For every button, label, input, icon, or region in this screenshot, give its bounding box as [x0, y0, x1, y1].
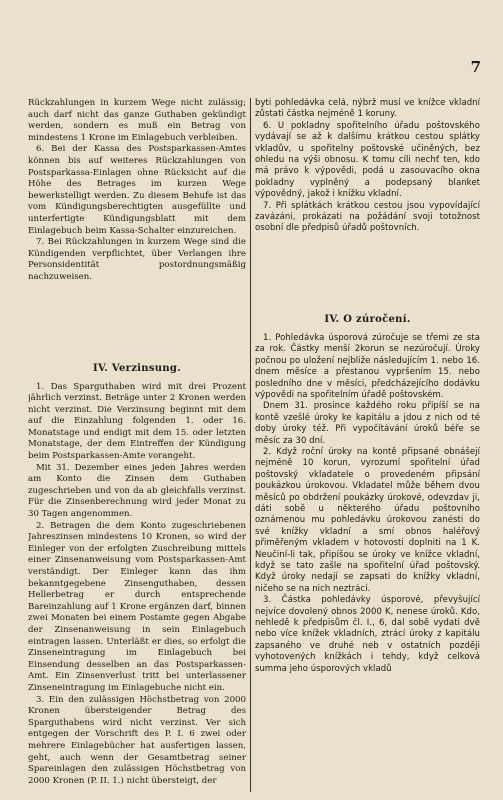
right-paragraph: 2. Když roční úroky na kontě připsané obnášejí nejméně 10 korun, vyrozumí spořitelní úřad poštovský vkladatele o provedeném připsání poukázkou úrokovou. Vkladatel může během dvou měsíců po obdržení poukázky úrokové, odevzdav ji, dáti sobě u některého úřadu poštovního oznámenou mu pohledávku úrokovou zanésti do své knížky vkladní a smí obnos haléřový přiměřeným vkladem v hotovosti doplniti na 1 K. Neučiní-li tak, připíšou se úroky ve knížce vkladní, když se tato zašle na spořitelní úřad poštovský. Když úroky nedají se zapsati do knížky vkladní, ničeho se na nich neztrácí.: [255, 446, 480, 594]
left-paragraph: 1. Das Sparguthaben wird mit drei Prozent jährlich verzinst. Beträge unter 2 Kronen werden nicht verzinst. Die Verzinsung beginnt mit dem auf die Einzahlung folgenden 1. oder 16. Monatstage und endigt mit dem 15. oder letzten Monatstage, der dem Eintreffen der Kündigung beim Postsparkassen-Amte vorangeht.: [28, 381, 246, 462]
left-paragraph: 7. Bei Rückzahlungen in kurzem Wege sind die Kündigenden verpflichtet, über Verlangen ihre Personsidentität postordnungsmäßig nachzuweisen.: [28, 237, 246, 282]
left-paragraph: Mit 31. Dezember eines jeden Jahres werden am Konto die Zinsen dem Guthaben zugeschrieben und von da ab gleichfalls verzinst. Für die Zinsenberechnung wird jeder Monat zu 30 Tagen angenommen.: [28, 462, 246, 520]
left-paragraph: Rückzahlungen in kurzem Wege nicht zulässig; auch darf nicht das ganze Guthaben gekündigt werden, sondern es muß ein Betrag von mindestens 1 Krone im Einlagebuch verbleiben.: [28, 98, 246, 143]
right-column: [255, 98, 480, 794]
right-paragraph: byti pohledávka celá, nýbrž musí ve knížce vkladní zůstati částka nejméně 1 koruny.: [255, 98, 480, 120]
left-paragraph: 2. Betragen die dem Konto zugeschriebenen Jahreszinsen mindestens 10 Kronen, so wird der Einleger von der erfolgten Zuschreibung mittels einer Zinsenanweisung vom Postsparkassen-Amt verständigt. Der Einleger kann das ihm bekanntgegebene Zinsenguthaben, dessen Hellerbetrag er durch entsprechende Bareinzahlung auf 1 Krone ergänzen darf, binnen zwei Monaten bei einem Postamte gegen Abgabe der Zinsenanweisung in sein Einlagebuch eintragen lassen. Unterläßt er dies, so erfolgt die Zinseneintragung im Einlagebuch bei Einsendung desselben an das Postsparkassen-Amt. Ein Zinsenverlust tritt bei unterlassener Zinseneintragung im Einlagebuche nicht ein.: [28, 520, 246, 693]
right-section-heading: IV. O zúročení.: [324, 313, 411, 325]
column-divider: [250, 98, 251, 792]
right-paragraph: 3. Částka pohledávky úsporové, převyšující nejvíce dovolený obnos 2000 K, nenese úroků. Kdo, nehledě k předpisům čl. I., 6, dal sobě vydati dvě nebo více knížek vkladních, ztrácí úroky z kapitálu zapsaného ve druhé neb v ostatních později vyhotovených knížkách i tehdy, když celková summa jeho úsporových vkladů: [255, 595, 480, 674]
right-paragraph: 6. U pokladny spořitelního úřadu poštovského vydávají se až k dalšímu krátkou cestou splátky vkladův, u spořitelny poštovské učiněných, bez ohledu na výši obnosu. K tomu cíli nechť ten, kdo má právo k výpovědi, podá u zasouvacího okna pokladny vyplněný a podepsaný blanket výpovědný, jakož i knížku vkladní.: [255, 120, 480, 200]
right-paragraph: Dnem 31. prosince každého roku připíší se na kontě vzešlé úroky ke kapitálu a jdou z nich od té doby úroky též. Při vypočítávání úroků béře se měsíc za 30 dní.: [255, 401, 480, 446]
right-paragraph: 1. Pohledávka úsporová zúročuje se třemi ze sta za rok. Částky menší 2korun se nezúročují. Úroky počnou po uložení nejbliže následujícím 1. nebo 16. dnem měsíce a přestanou vypršením 15. nebo posledního dne v měsíci, předcházejícího dodávku výpovědi na spořitelním úřadě poštovském.: [255, 332, 480, 400]
left-column: [28, 98, 246, 794]
left-section-heading: IV. Verzinsung.: [92, 362, 181, 374]
page-number: 7: [470, 58, 481, 76]
left-paragraph: 3. Ein den zulässigen Höchstbetrag von 2000 Kronen übersteigender Betrag des Sparguthabens wird nicht verzinst. Ver sich entgegen der Vorschrift des P. I. 6 zwei oder mehrere Einlagebücher hat ausfertigen lassen, geht, auch wenn der Gesamtbetrag seiner Spareinlagen den zulässigen Höchstbetrag von 2000 Kronen (P. II. 1.) nicht übersteigt, der: [28, 694, 246, 786]
right-paragraph: 7. Při splátkách krátkou cestou jsou vypovídající zavázáni, prokázati na požádání svoji totožnost osobní dle předpisů úřadů poštovních.: [255, 200, 480, 234]
left-paragraph: 6. Bei der Kassa des Postsparkassen-Amtes können bis auf weiteres Rückzahlungen von Postsparkassa-Einlagen ohne Rücksicht auf die Höhe des Betrages im kurzen Wege bewerkstelligt werden. Zu diesem Behufe ist das vom Kündigungsberechtigten ausgefüllte und unterfertigte Kündigungsblatt mit dem Einlagebuch beim Kassa-Schalter einzureichen.: [28, 144, 246, 236]
